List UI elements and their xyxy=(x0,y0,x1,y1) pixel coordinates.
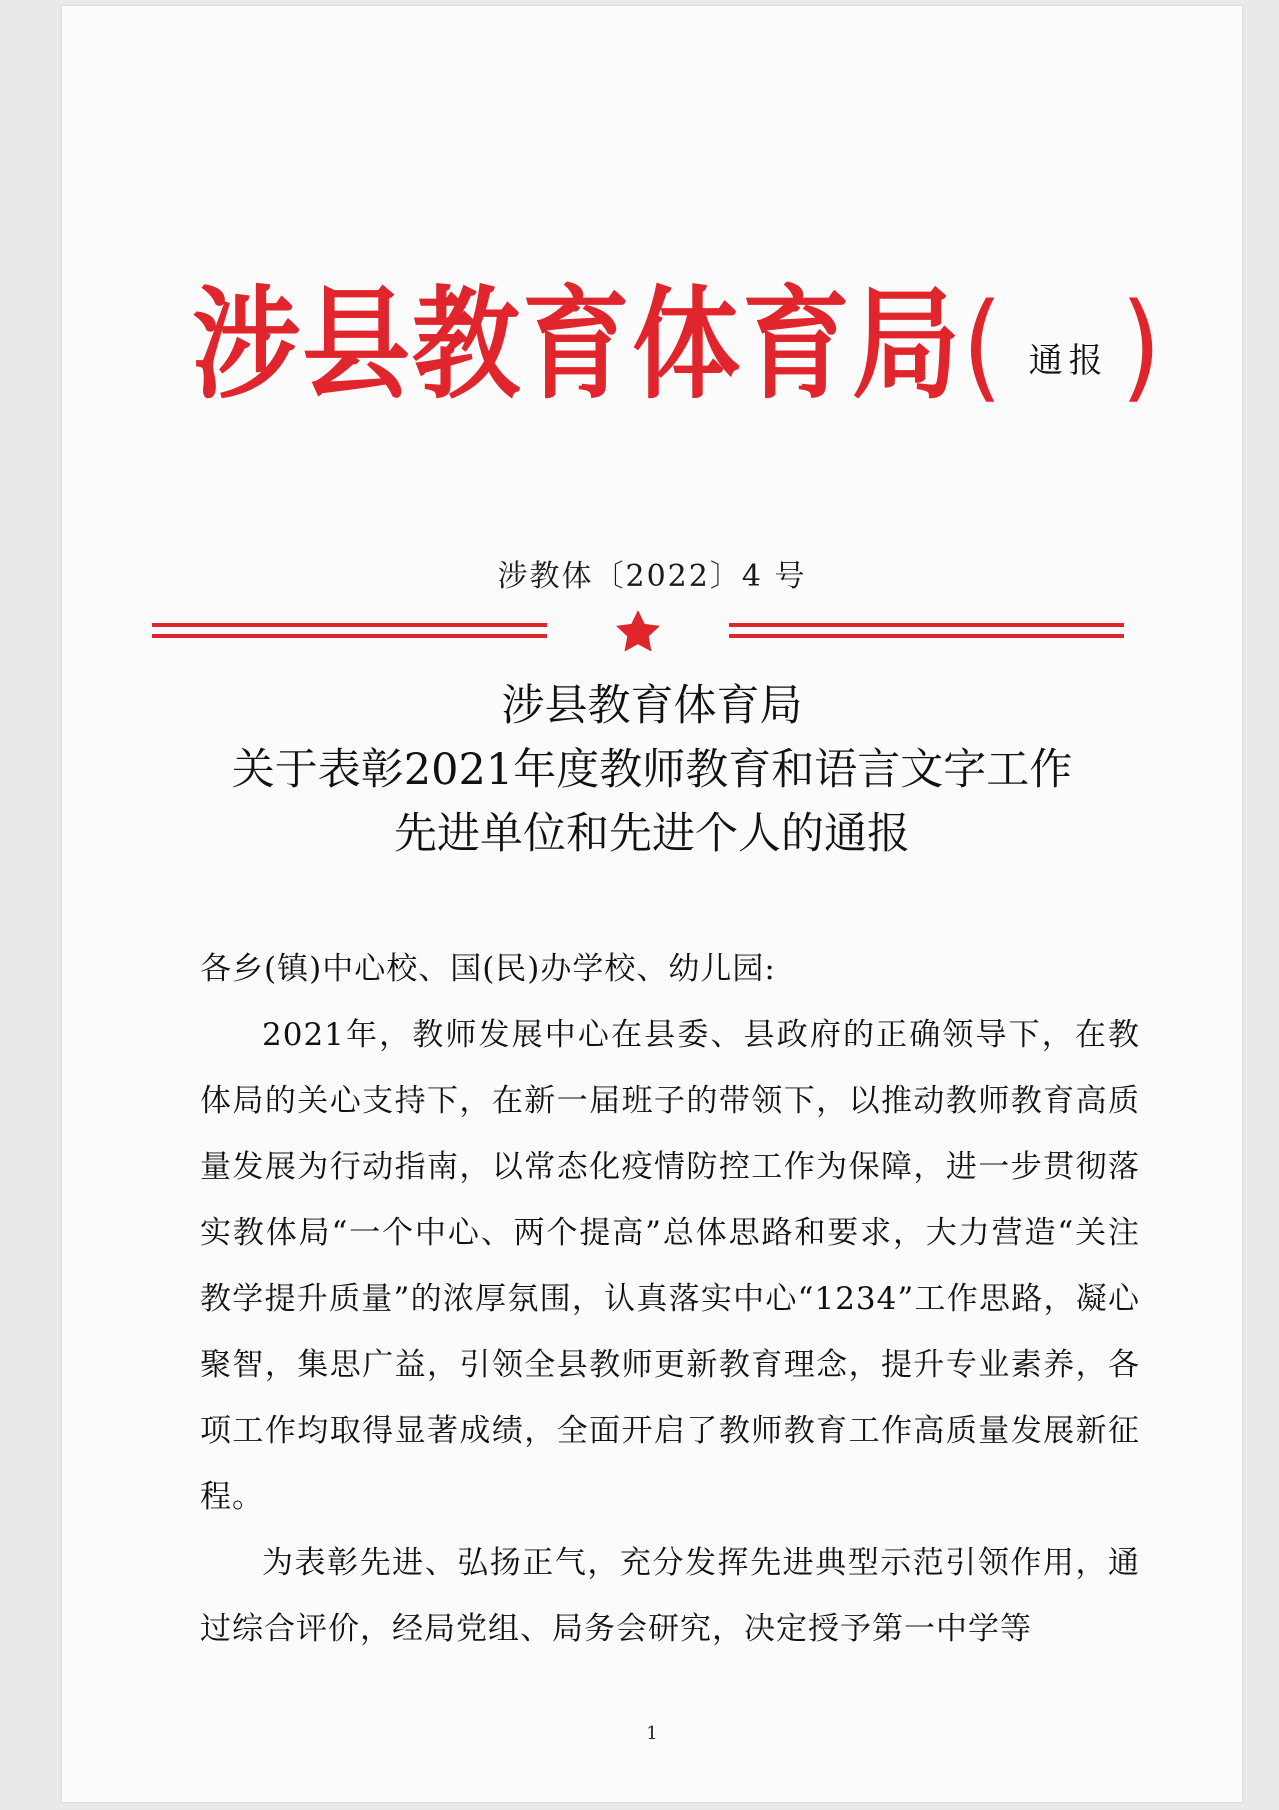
title-line-3: 先进单位和先进个人的通报 xyxy=(394,809,910,859)
red-star-icon xyxy=(616,611,660,651)
masthead-doc-type: 通报 xyxy=(1028,340,1109,381)
body-paragraph-2: 为表彰先进、弘扬正气，充分发挥先进典型示范引领作用，通过综合评价，经局党组、局务会研究，决定授予第一中学等 xyxy=(200,1545,1140,1647)
salutation: 各乡(镇)中心校、国(民)办学校、幼儿园: xyxy=(200,951,776,987)
body-paragraph-1: 2021年，教师发展中心在县委、县政府的正确领导下，在教体局的关心支持下，在新一届班子的带领下，以推动教师教育高质量发展为行动指南，以常态化疫情防控工作为保障，进一步贯彻落实教体局“一个中心、两个提高”总体思路和要求，大力营造“关注教学提升质量”的浓厚氛围，认真落实中心“1234”工作思路，凝心聚智，集思广益，引领全县教师更新教育理念，提升专业素养，各项工作均取得显著成绩，全面开启了教师教育工作高质量发展新征程。 xyxy=(200,1017,1140,1515)
masthead-org-name: 涉县教育体育局 xyxy=(192,275,963,416)
masthead-paren-close: ) xyxy=(1120,277,1162,415)
title-line-2: 关于表彰2021年度教师教育和语言文字工作 xyxy=(231,745,1073,795)
document-page xyxy=(62,6,1242,1802)
page-number: 1 xyxy=(646,1723,658,1744)
document-body xyxy=(200,936,1140,1662)
masthead xyxy=(192,275,1162,416)
title-line-1: 涉县教育体育局 xyxy=(501,681,803,731)
masthead-paren-open: ( xyxy=(962,277,1003,415)
document-title xyxy=(62,674,1242,866)
document-number: 涉教体〔2022〕4 号 xyxy=(497,559,807,594)
red-divider xyxy=(152,611,1124,651)
